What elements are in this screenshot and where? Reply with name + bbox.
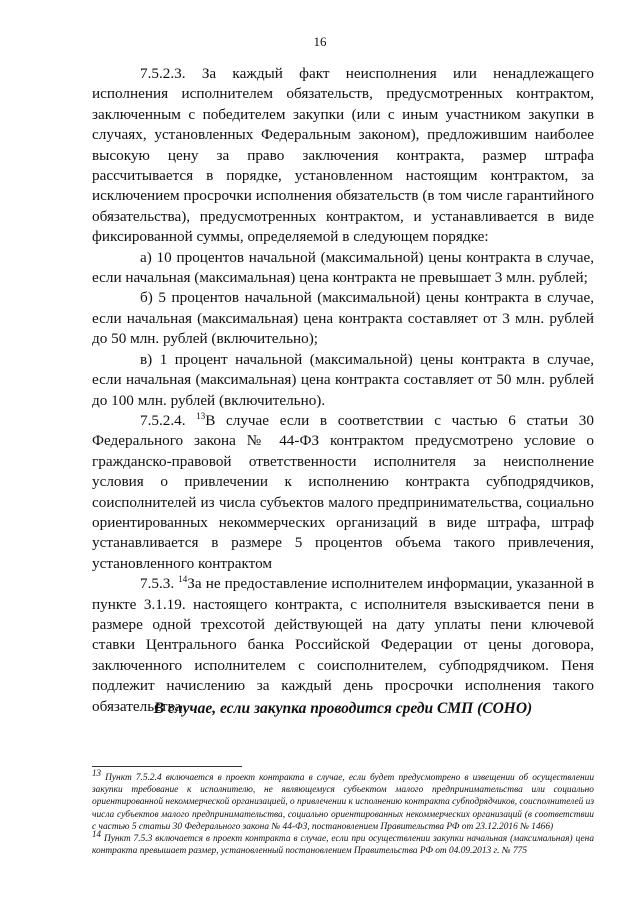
- footnotes: [92, 767, 595, 857]
- footnote-13: [92, 767, 595, 833]
- paragraph-7523-a: а) 10 процентов начальной (максимальной) цены контракта в случае, если начальная (максимальная) цена контракта не превышает 3 млн. рублей;: [92, 248, 594, 287]
- paragraph-753: [92, 574, 594, 717]
- section-heading: В случае, если закупка проводится среди СМП (СОНО): [153, 700, 533, 717]
- footnote-number: 13: [92, 767, 101, 778]
- clause-number: 7.5.2.4.: [140, 411, 186, 429]
- clause-text: За не предоставление исполнителем информации, указанной в пункте 3.1.19. настоящего контракта, с исполнителя взыскивается пени в размере одной трехсотой действующей на дату уплаты пени ключевой ставки Центрального банка Российской Федерации от цены договора, заключенного исполнителем с соисполнителем, субподрядчиком. Пеня подлежит начислению за каждый день просрочки исполнения такого обязательства: [92, 575, 594, 715]
- footnote-ref-14[interactable]: 14: [178, 574, 188, 585]
- footnote-divider: [92, 766, 242, 767]
- clause-text: В случае если в соответствии с частью 6 статьи 30 Федерального закона № 44-ФЗ контрактом предусмотрено условие о гражданско-правовой ответственности исполнителя за неисполнение условия о привлечении к исполнению контракта субподрядчиков, соисполнителей из числа субъектов малого предпринимательства, социально ориентированных некоммерческих организаций в виде штрафа, штраф устанавливается в размере 5 процентов объема такого привлечения, установленного контрактом: [92, 411, 594, 572]
- footnote-text: Пункт 7.5.3 включается в проект контракта в случае, если при осуществлении закупки начальная (максимальная) цена контракта превышает размер, установленный постановлением Правительства РФ от 04.09.2013 г. № 775: [92, 834, 595, 857]
- clause-number: 7.5.3.: [140, 575, 175, 593]
- paragraph-7523-b: б) 5 процентов начальной (максимальной) цены контракта в случае, если начальная (максимальная) цена контракта составляет от 3 млн. рублей до 50 млн. рублей (включительно);: [92, 289, 594, 348]
- page-number: 16: [313, 34, 327, 49]
- contract-body: [92, 64, 594, 717]
- footnote-14: [92, 828, 595, 857]
- paragraph-7523-c: в) 1 процент начальной (максимальной) цены контракта в случае, если начальная (максимальная) цена контракта составляет от 50 млн. рублей до 100 млн. рублей (включительно).: [92, 350, 594, 409]
- footnote-text: Пункт 7.5.2.4 включается в проект контракта в случае, если будет предусмотрено в извещении об осуществлении закупки требование к исполнителю, не являющемуся субъектом малого предпринимательства или социально ориентированной некоммерческой организацией, о привлечении к исполнению контракта субподрядчиков, соисполнителей из числа субъектов малого предпринимательства, социально ориентированных некоммерческих организаций (в соответствии с частью 5 статьи 30 Федерального закона № 44-ФЗ, постановлением Правительства РФ от 23.12.2016 № 1466): [92, 773, 595, 832]
- paragraph-7523: 7.5.2.3. За каждый факт неисполнения или ненадлежащего исполнения исполнителем обязательств, предусмотренных контрактом, заключенным с победителем закупки (или с иным участником закупки в случаях, установленных Федеральным законом), предложившим наиболее высокую цену за право заключения контракта, размер штрафа рассчитывается в порядке, установленном настоящим контрактом, за исключением просрочки исполнения обязательств (в том числе гарантийного обязательства), предусмотренных контрактом, и устанавливается в виде фиксированной суммы, определяемой в следующем порядке:: [92, 65, 594, 246]
- footnote-ref-13[interactable]: 13: [196, 410, 206, 421]
- footnote-number: 14: [92, 828, 101, 839]
- paragraph-7524: [92, 411, 594, 574]
